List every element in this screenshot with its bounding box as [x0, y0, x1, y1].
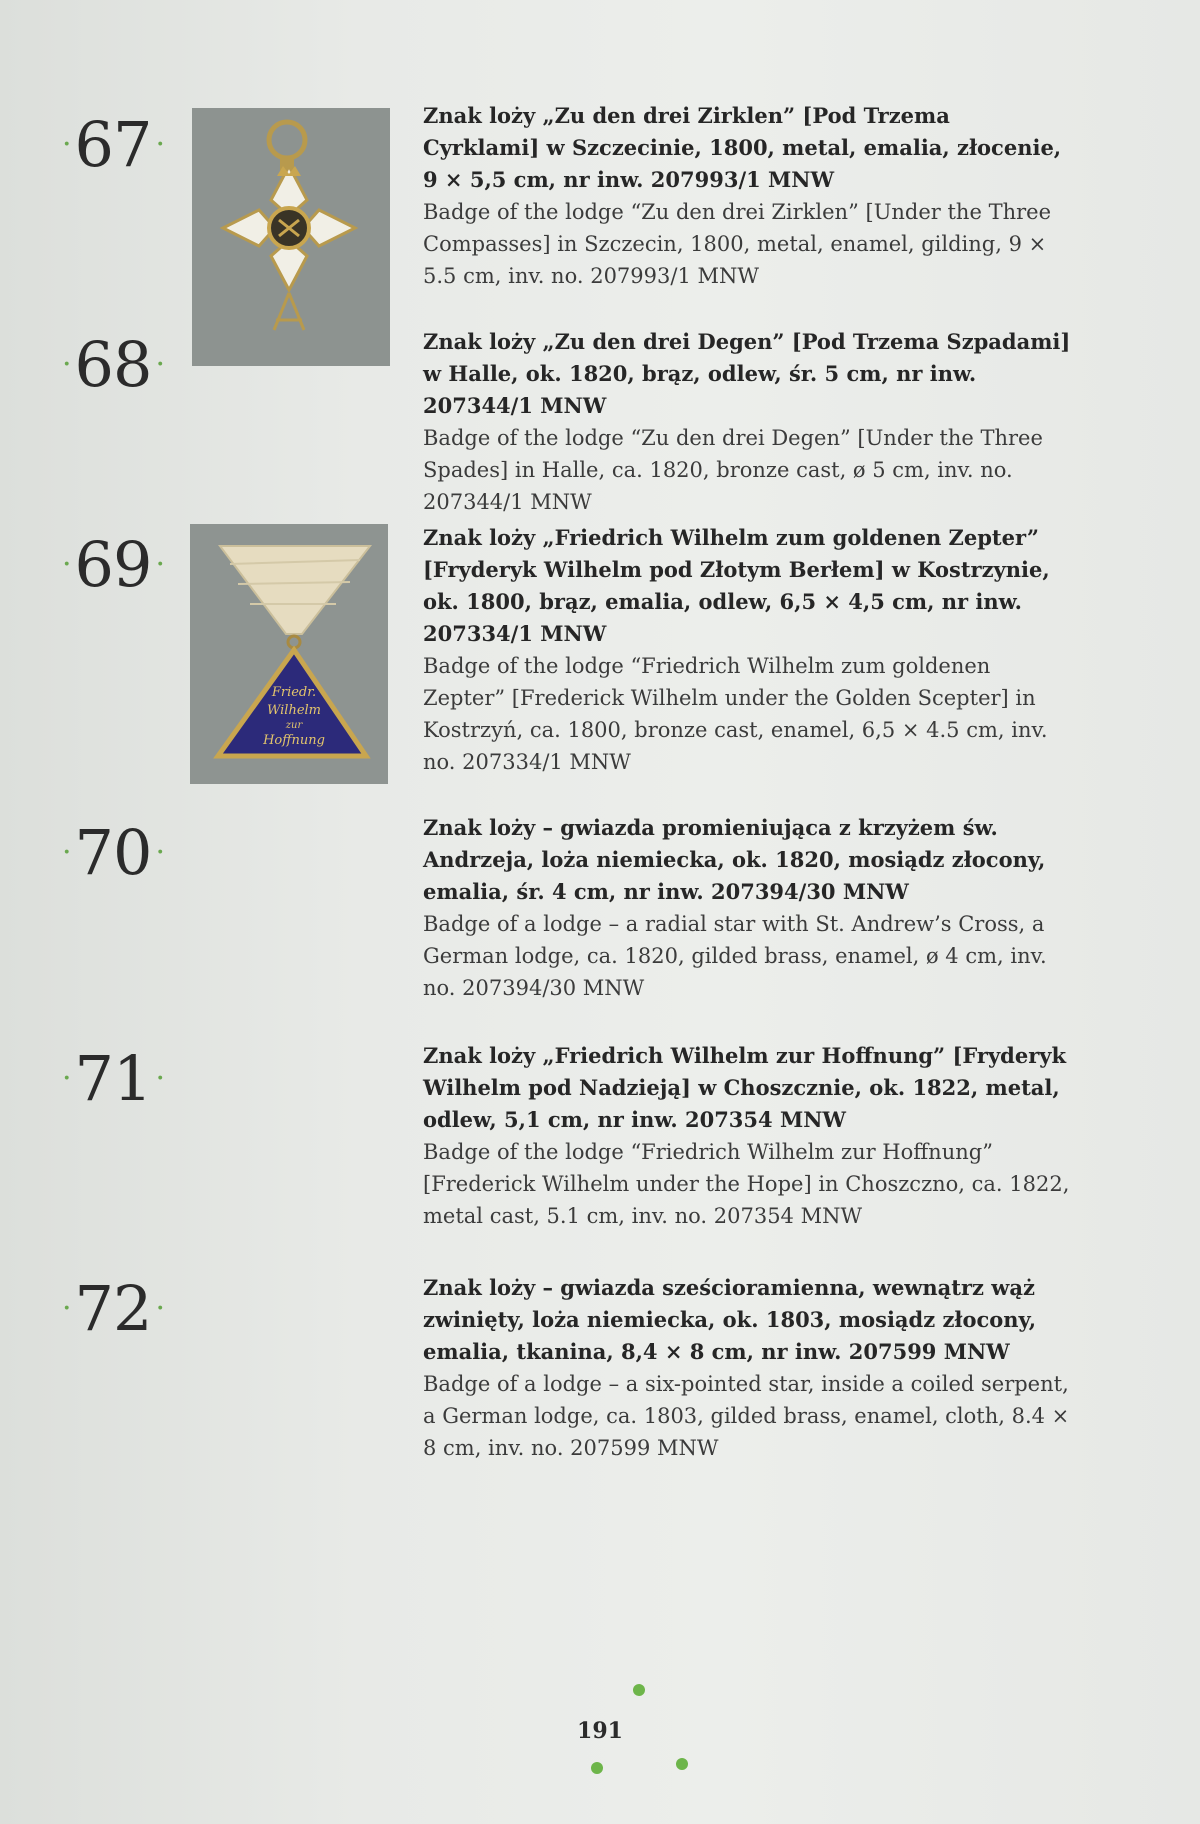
- entry-number-text: 67: [74, 108, 152, 181]
- bullet-dot: ·: [155, 547, 164, 582]
- entry-number: [58, 816, 168, 889]
- maltese-cross-badge-icon: [192, 108, 390, 366]
- description-polish: Znak loży „Friedrich Wilhelm zur Hoffnung” [Fryderyk Wilhelm pod Nadzieją] w Choszcznie, ok. 1822, metal, odlew, 5,1 cm, nr inw. 207354 MNW: [423, 1043, 1067, 1132]
- description-english: Badge of the lodge “Friedrich Wilhelm zum goldenen Zepter” [Frederick Wilhelm under the Golden Scepter] in Kostrzyń, ca. 1800, bronze cast, enamel, 6,5 × 4.5 cm, inv. no. 207334/1 MNW: [423, 654, 1048, 774]
- bullet-dot: ·: [62, 347, 71, 382]
- entry-description: [423, 812, 1073, 1004]
- description-english: Badge of the lodge “Friedrich Wilhelm zur Hoffnung” [Frederick Wilhelm under the Hope] in Choszczno, ca. 1822, metal cast, 5.1 cm, inv. no. 207354 MNW: [423, 1140, 1070, 1228]
- bullet-dot: ·: [62, 1291, 71, 1326]
- cross-badge-photo: [192, 108, 390, 366]
- entry-description: [423, 1040, 1073, 1232]
- description-english: Badge of the lodge “Zu den drei Degen” [Under the Three Spades] in Halle, ca. 1820, bronze cast, ø 5 cm, inv. no. 207344/1 MNW: [423, 426, 1043, 514]
- entry-description: [423, 1272, 1073, 1464]
- page-number: 191: [577, 1718, 623, 1744]
- entry-description: [423, 326, 1073, 518]
- badge-inscription-line: Wilhelm: [267, 703, 321, 718]
- triangle-badge-photo: [190, 524, 388, 784]
- badge-inscription-line: zur: [285, 720, 303, 731]
- entry-number: [58, 1272, 168, 1345]
- badge-inscription-line: Hoffnung: [263, 733, 325, 748]
- description-polish: Znak loży – gwiazda sześcioramienna, wewnątrz wąż zwinięty, loża niemiecka, ok. 1803, mosiądz złocony, emalia, tkanina, 8,4 × 8 cm, nr inw. 207599 MNW: [423, 1275, 1037, 1364]
- entry-number: [58, 108, 168, 181]
- description-english: Badge of the lodge “Zu den drei Zirklen” [Under the Three Compasses] in Szczecin, 1800, metal, enamel, gilding, 9 × 5.5 cm, inv. no. 207993/1 MNW: [423, 200, 1051, 288]
- description-polish: Znak loży „Zu den drei Degen” [Pod Trzema Szpadami] w Halle, ok. 1820, brąz, odlew, śr. 5 cm, nr inw. 207344/1 MNW: [423, 329, 1071, 418]
- description-polish: Znak loży „Zu den drei Zirklen” [Pod Trzema Cyrklami] w Szczecinie, 1800, metal, emalia, złocenie, 9 × 5,5 cm, nr inw. 207993/1 MNW: [423, 103, 1062, 192]
- bullet-dot: ·: [155, 835, 164, 870]
- entry-number: [58, 528, 168, 601]
- entry-number-text: 70: [74, 816, 152, 889]
- entry-number-text: 69: [74, 528, 152, 601]
- entry-number-text: 71: [74, 1042, 152, 1115]
- bullet-dot: ·: [62, 547, 71, 582]
- bullet-dot: ·: [62, 127, 71, 162]
- description-polish: Znak loży – gwiazda promieniująca z krzyżem św. Andrzeja, loża niemiecka, ok. 1820, mosiądz złocony, emalia, śr. 4 cm, nr inw. 207394/30 MNW: [423, 815, 1046, 904]
- bullet-dot: ·: [62, 1061, 71, 1096]
- folio-dot-right: [676, 1758, 688, 1770]
- entry-number: [58, 328, 168, 401]
- badge-inscription-line: Friedr.: [271, 685, 317, 700]
- bullet-dot: ·: [62, 835, 71, 870]
- description-english: Badge of a lodge – a six-pointed star, inside a coiled serpent, a German lodge, ca. 1803, gilded brass, enamel, cloth, 8.4 × 8 cm, inv. no. 207599 MNW: [423, 1372, 1070, 1460]
- description-polish: Znak loży „Friedrich Wilhelm zum goldenen Zepter” [Fryderyk Wilhelm pod Złotym Berłem] w Kostrzynie, ok. 1800, brąz, emalia, odlew, 6,5 × 4,5 cm, nr inw. 207334/1 MNW: [423, 525, 1050, 646]
- bullet-dot: ·: [155, 347, 164, 382]
- entry-description: [423, 100, 1073, 292]
- folio-dot-top: [633, 1684, 645, 1696]
- entry-number-text: 68: [74, 328, 152, 401]
- entry-number-text: 72: [74, 1272, 152, 1345]
- folio-dot-left: [591, 1762, 603, 1774]
- triangle-badge-icon: [190, 524, 388, 784]
- description-english: Badge of a lodge – a radial star with St. Andrew’s Cross, a German lodge, ca. 1820, gilded brass, enamel, ø 4 cm, inv. no. 207394/30 MNW: [423, 912, 1047, 1000]
- entry-description: [423, 522, 1073, 778]
- bullet-dot: ·: [155, 127, 164, 162]
- bullet-dot: ·: [155, 1291, 164, 1326]
- entry-number: [58, 1042, 168, 1115]
- bullet-dot: ·: [155, 1061, 164, 1096]
